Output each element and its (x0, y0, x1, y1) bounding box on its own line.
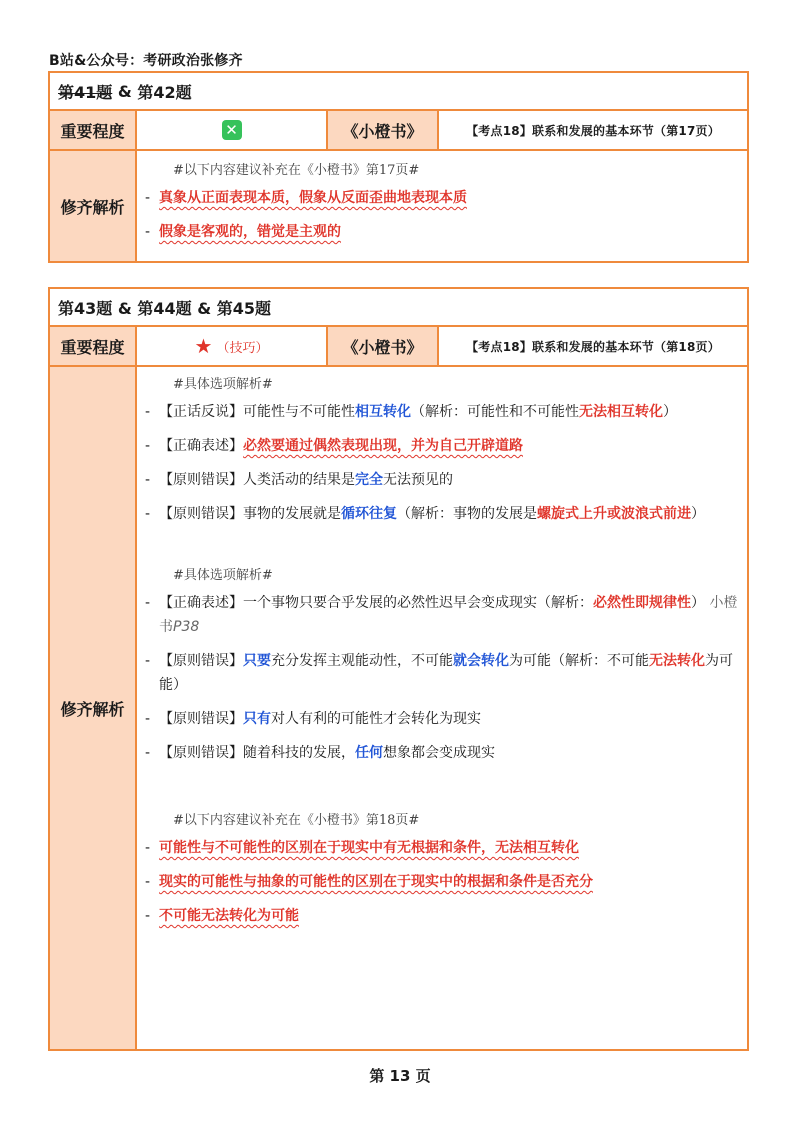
analysis-body (137, 151, 747, 261)
importance-row (50, 111, 747, 151)
star-note: （技巧） (216, 340, 269, 356)
list-item: - 【原则错误】随着科技的发展，任何想象都会变成现实 (145, 745, 495, 761)
book-name: 《小橙书》 (328, 111, 439, 149)
card-title (50, 73, 747, 111)
topic-label: 【考点18】联系和发展的基本环节（第17页） (466, 123, 720, 138)
importance-label: 重要程度 (50, 111, 137, 149)
option-analysis-note: #具体选项解析# (173, 377, 273, 392)
star-icon: ★ (194, 334, 213, 358)
title-part-42: 第42题 (137, 82, 192, 102)
list-item: - 【原则错误】事物的发展就是循环往复（解析：事物的发展是螺旋式上升或波浪式前进） (145, 506, 705, 522)
list-item: - 【原则错误】人类活动的结果是完全无法预见的 (145, 472, 453, 488)
list-item: - 【原则错误】只要充分发挥主观能动性，不可能就会转化为可能（解析：不可能无法转化为可能） (145, 653, 733, 693)
supplement-note: #以下内容建议补充在《小橙书》第18页# (173, 813, 420, 828)
importance-mark (137, 111, 328, 149)
page-number: 第 13 页 (369, 1067, 431, 1085)
book-name: 《小橙书》 (328, 327, 439, 365)
analysis-row (50, 151, 747, 261)
list-item: - 【正确表述】必然要通过偶然表现出现，并为自己开辟道路 (145, 438, 523, 454)
list-item: - 真象从正面表现本质，假象从反面歪曲地表现本质 (145, 190, 467, 206)
analysis-label: 修齐解析 (50, 151, 137, 261)
analysis-row (50, 367, 747, 1049)
list-item: - 【正话反说】可能性与不可能性相互转化（解析：可能性和不可能性无法相互转化） (145, 404, 677, 420)
x-icon: ✕ (222, 120, 242, 140)
importance-row (50, 327, 747, 367)
card-title: 第43题 & 第44题 & 第45题 (50, 289, 747, 327)
title-separator: & (112, 81, 138, 101)
analysis-label: 修齐解析 (50, 367, 137, 1049)
question-card-43-45 (48, 287, 749, 1051)
question-card-41-42 (48, 71, 749, 263)
list-item: - 【原则错误】只有对人有利的可能性才会转化为现实 (145, 711, 481, 727)
title-part-41: 第41题 (58, 82, 113, 102)
analysis-body (137, 367, 747, 1049)
list-item: - 现实的可能性与抽象的可能性的区别在于现实中的根据和条件是否充分 (145, 874, 593, 890)
supplement-note: #以下内容建议补充在《小橙书》第17页# (173, 163, 420, 178)
list-item: - 不可能无法转化为可能 (145, 908, 299, 924)
importance-mark (137, 327, 328, 365)
topic-label: 【考点18】联系和发展的基本环节（第18页） (466, 339, 720, 354)
option-analysis-note: #具体选项解析# (173, 568, 273, 583)
list-item: - 可能性与不可能性的区别在于现实中有无根据和条件，无法相互转化 (145, 840, 579, 856)
importance-label: 重要程度 (50, 327, 137, 365)
list-item: - 假象是客观的，错觉是主观的 (145, 224, 341, 240)
list-item: - 【正确表述】一个事物只要合乎发展的必然性迟早会变成现实（解析：必然性即规律性） 小橙书P38 (145, 595, 738, 635)
source-header: B站&公众号：考研政治张修齐 (49, 53, 243, 69)
